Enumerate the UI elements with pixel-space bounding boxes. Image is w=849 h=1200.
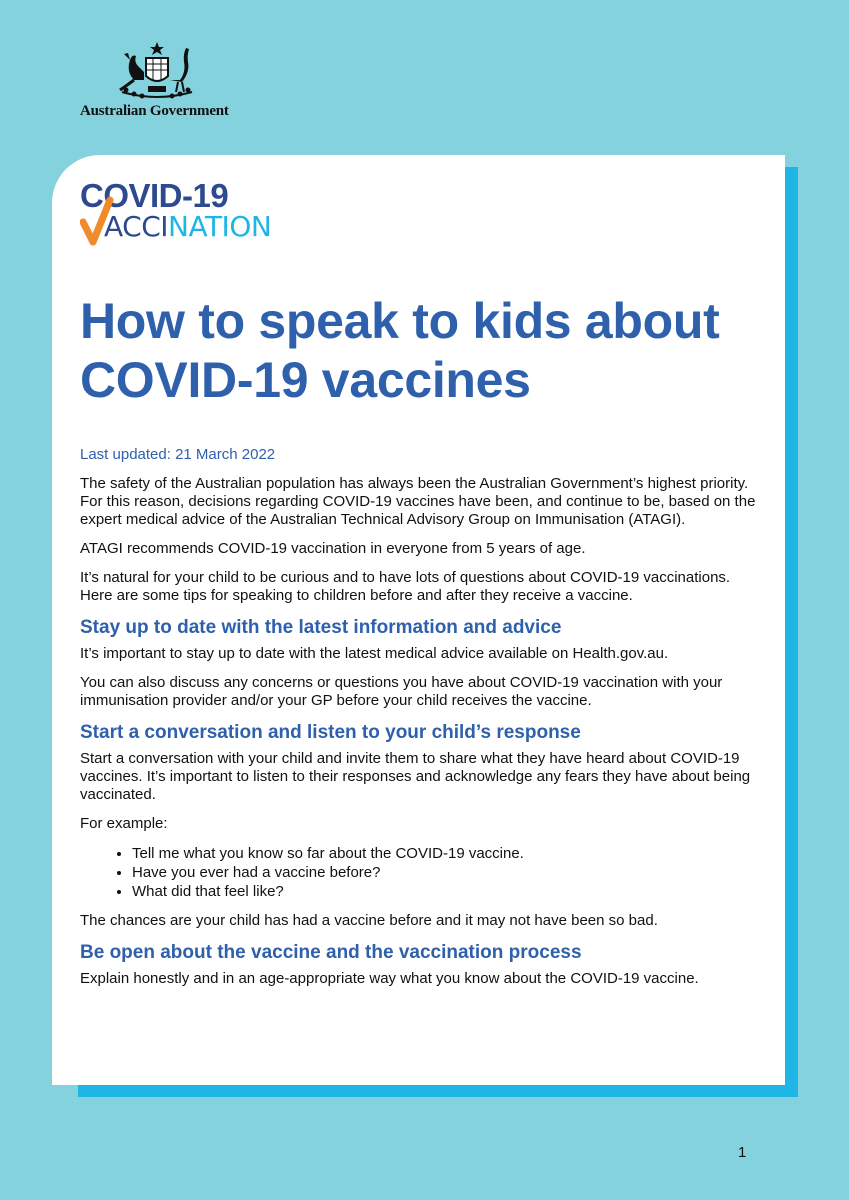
- page-number: 1: [738, 1144, 747, 1161]
- section-paragraph: You can also discuss any concerns or questions you have about COVID-19 vaccination with your immunisation provider and/or your GP before your child receives the vaccine.: [80, 674, 723, 709]
- coat-of-arms-icon: [112, 40, 202, 102]
- intro-paragraph: It’s natural for your child to be curious and to have lots of questions about COVID-19 vaccinations. Here are some tips for speaking to children before and after they receive a vaccine.: [80, 569, 731, 604]
- main-content: [80, 446, 760, 999]
- section-paragraph: Explain honestly and in an age-appropriate way what you know about the COVID-19 vaccine.: [80, 970, 699, 987]
- section-paragraph: Start a conversation with your child and invite them to share what they have heard about COVID-19 vaccines. It’s important to listen to their responses and acknowledge any fears they have about being vaccinated.: [80, 750, 751, 803]
- section-paragraph: The chances are your child has had a vaccine before and it may not have been so bad.: [80, 912, 658, 929]
- section-paragraph: For example:: [80, 815, 168, 832]
- government-name: Australian Government: [80, 103, 229, 119]
- logo-line-2-part2: NATION: [168, 210, 272, 243]
- last-updated: Last updated: 21 March 2022: [80, 446, 276, 463]
- intro-paragraph: The safety of the Australian population has always been the Australian Government’s highest priority. For this reason, decisions regarding COVID-19 vaccines have been, and continue to be, based on the expert medical advice of the Australian Technical Advisory Group on Immunisation (ATAGI).: [80, 475, 756, 528]
- section-heading: Stay up to date with the latest information and advice: [80, 617, 562, 638]
- list-item: • Have you ever had a vaccine before?: [132, 863, 760, 882]
- list-item: • What did that feel like?: [132, 882, 760, 901]
- logo-line-1: COVID-19: [80, 177, 229, 214]
- section-heading: Be open about the vaccine and the vaccination process: [80, 942, 582, 963]
- page-title: How to speak to kids about COVID-19 vaccines: [80, 293, 720, 408]
- example-questions-list: [80, 844, 760, 901]
- intro-paragraph: ATAGI recommends COVID-19 vaccination in everyone from 5 years of age.: [80, 540, 586, 557]
- logo-line-2-part1: ACCI: [104, 210, 169, 243]
- list-item: • Tell me what you know so far about the COVID-19 vaccine.: [132, 844, 760, 863]
- section-heading: Start a conversation and listen to your child’s response: [80, 722, 581, 743]
- covid-vaccination-logo: [80, 178, 310, 244]
- section-paragraph: It’s important to stay up to date with the latest medical advice available on Health.gov.au.: [80, 645, 669, 662]
- logo-line-2: [104, 211, 271, 243]
